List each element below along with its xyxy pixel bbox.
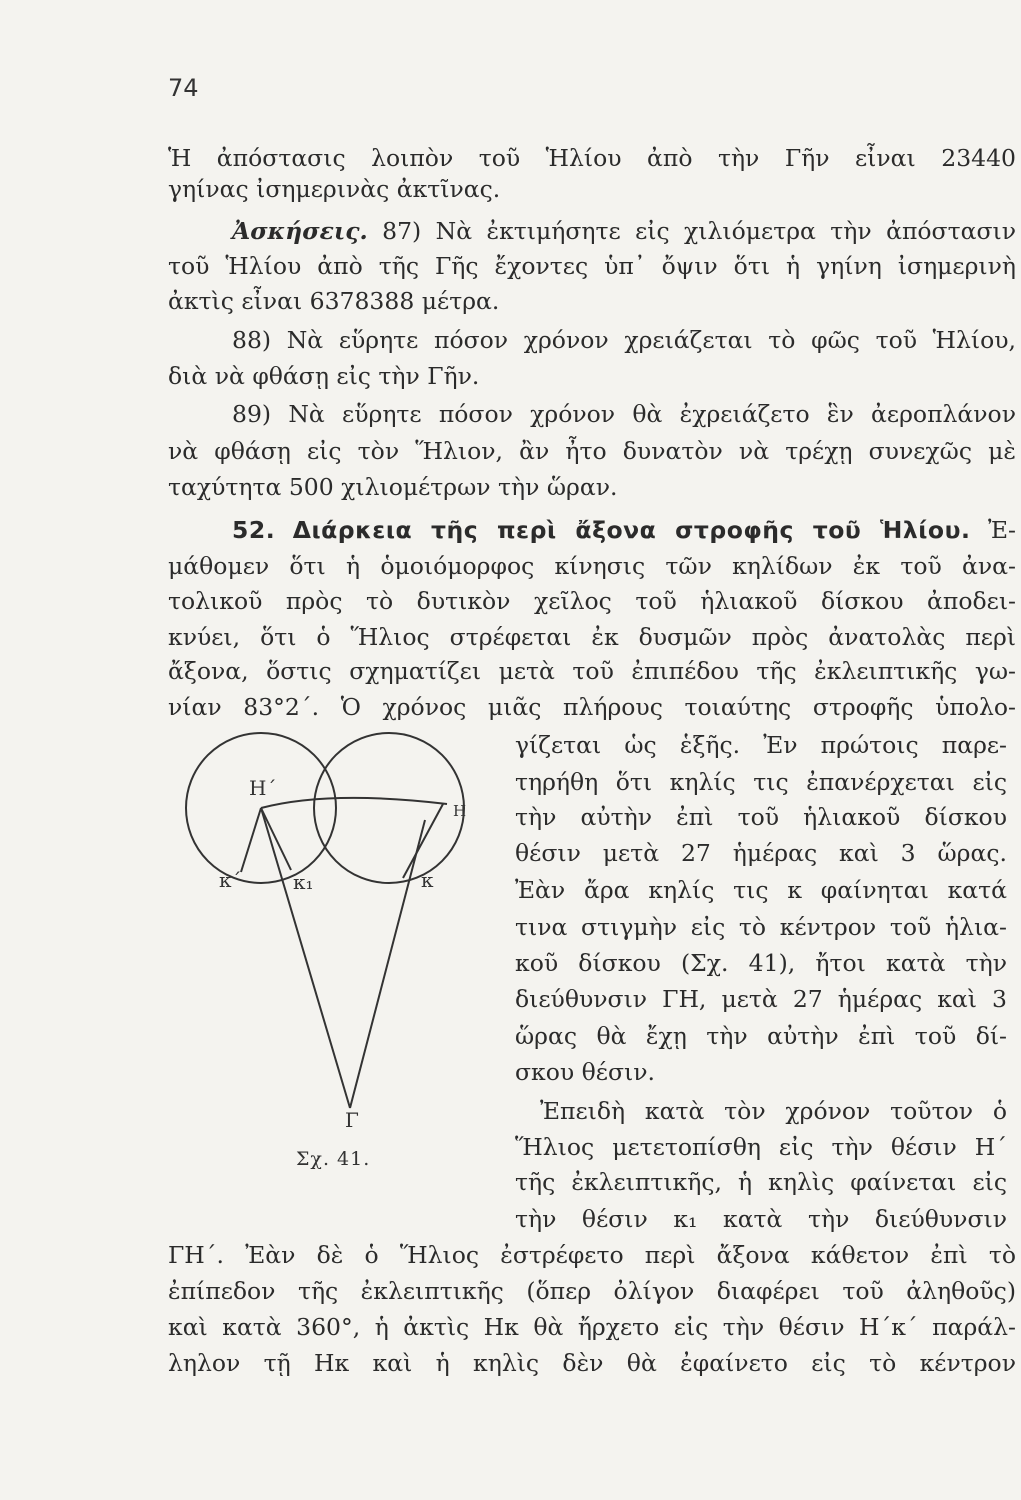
- section-title: Διάρκεια τῆς περὶ ἄξονα στροφῆς τοῦ Ἡλίου.: [292, 516, 971, 544]
- line-G-H-prime: [261, 808, 350, 1108]
- section-line: νίαν 83°2΄. Ὁ χρόνος μιᾶς πλήρους τοιαύτης στροφῆς ὑπολο-: [168, 693, 1016, 721]
- column-line: Ἐὰν ἄρα κηλίς τις κ φαίνηται κατά: [515, 876, 1007, 904]
- column-line: τὴν θέσιν κ₁ κατὰ τὴν διεύθυνσιν: [515, 1205, 1007, 1233]
- column-line: διεύθυνσιν ΓΗ, μετὰ 27 ἡμέρας καὶ 3: [515, 985, 1007, 1013]
- section-heading-line: [232, 515, 1016, 545]
- page-number: 74: [168, 74, 199, 102]
- column-line: Ἐπειδὴ κατὰ τὸν χρόνον τοῦτον ὁ: [540, 1097, 1007, 1125]
- radius-H-prime-k-prime: [241, 808, 261, 872]
- column-line: ὥρας θὰ ἔχῃ τὴν αὐτὴν ἐπὶ τοῦ δί-: [515, 1022, 1007, 1050]
- paragraph-line: γηίνας ἰσημερινὰς ἀκτῖνας.: [168, 175, 501, 203]
- column-line: τηρήθη ὅτι κηλίς τις ἐπανέρχεται εἰς: [515, 768, 1007, 796]
- column-line: σκου θέσιν.: [515, 1058, 655, 1086]
- exercise-88-line: διὰ νὰ φθάσῃ εἰς τὴν Γῆν.: [168, 362, 480, 390]
- label-G: Γ: [345, 1108, 359, 1132]
- label-H-prime: Η΄: [249, 776, 277, 800]
- exercise-89-line: 89) Νὰ εὕρητε πόσον χρόνον θὰ ἐχρειάζετο ἓν ἀεροπλάνον: [232, 400, 1016, 428]
- section-line: τολικοῦ πρὸς τὸ δυτικὸν χεῖλος τοῦ ἡλιακοῦ δίσκου ἀποδει-: [168, 587, 1016, 615]
- label-k: κ: [421, 868, 434, 892]
- column-line: τὴν αὐτὴν ἐπὶ τοῦ ἡλιακοῦ δίσκου: [515, 803, 1007, 831]
- exercise-87-line: τοῦ Ἡλίου ἀπὸ τῆς Γῆς ἔχοντες ὑπ᾿ ὄψιν ὅτι ἡ γηίνη ἰσημερινὴ: [168, 252, 1016, 280]
- ecliptic-arc: [261, 798, 447, 808]
- section-line: ἄξονα, ὅστις σχηματίζει μετὰ τοῦ ἐπιπέδου τῆς ἐκλειπτικῆς γω-: [168, 657, 1016, 685]
- exercise-87-line: [232, 216, 1016, 246]
- paragraph-line: Ἡ ἀπόστασις λοιπὸν τοῦ Ἡλίου ἀπὸ τὴν Γῆν εἶναι 23440: [168, 144, 1016, 172]
- column-line: θέσιν μετὰ 27 ἡμέρας καὶ 3 ὥρας.: [515, 839, 1007, 867]
- figure-caption: Σχ. 41.: [296, 1148, 371, 1170]
- exercise-87-text: 87) Νὰ ἐκτιμήσητε εἰς χιλιόμετρα τὴν ἀπόστασιν: [367, 217, 1016, 245]
- final-line: καὶ κατὰ 360°, ἡ ἀκτὶς Ηκ θὰ ἤρχετο εἰς τὴν θέσιν Η΄κ΄ παράλ-: [168, 1313, 1016, 1341]
- column-line: τῆς ἐκλειπτικῆς, ἡ κηλὶς φαίνεται εἰς: [515, 1168, 1007, 1196]
- final-line: ληλον τῇ Ηκ καὶ ἡ κηλὶς δὲν θὰ ἐφαίνετο εἰς τὸ κέντρον: [168, 1349, 1016, 1377]
- exercise-88-line: 88) Νὰ εὕρητε πόσον χρόνον χρειάζεται τὸ φῶς τοῦ Ἡλίου,: [232, 326, 1016, 354]
- column-line: κοῦ δίσκου (Σχ. 41), ἤτοι κατὰ τὴν: [515, 949, 1007, 977]
- label-k-prime: κ΄: [219, 868, 242, 892]
- final-line: ἐπίπεδον τῆς ἐκλειπτικῆς (ὅπερ ὀλίγον διαφέρει τοῦ ἀληθοῦς): [168, 1277, 1016, 1305]
- figure-41: [185, 720, 505, 1180]
- column-line: γίζεται ὡς ἑξῆς. Ἐν πρώτοις παρε-: [515, 731, 1007, 759]
- exercise-87-line: ἀκτὶς εἶναι 6378388 μέτρα.: [168, 287, 500, 315]
- figure-diagram: [185, 720, 505, 1140]
- final-line: ΓΗ΄. Ἐὰν δὲ ὁ Ἥλιος ἐστρέφετο περὶ ἄξονα κάθετον ἐπὶ τὸ: [168, 1241, 1016, 1269]
- section-line: κνύει, ὅτι ὁ Ἥλιος στρέφεται ἐκ δυσμῶν πρὸς ἀνατολὰς περὶ: [168, 623, 1016, 651]
- label-H: Η: [453, 802, 467, 820]
- exercises-title: Ἀσκήσεις.: [232, 217, 368, 245]
- line-G-H: [350, 820, 425, 1108]
- section-first-line-tail: Ἐ-: [970, 516, 1016, 544]
- section-line: μάθομεν ὅτι ἡ ὁμοιόμορφος κίνησις τῶν κηλίδων ἐκ τοῦ ἀνα-: [168, 552, 1016, 580]
- column-line: Ἥλιος μετετοπίσθη εἰς τὴν θέσιν Η΄: [515, 1133, 1007, 1161]
- column-line: τινα στιγμὴν εἰς τὸ κέντρον τοῦ ἡλια-: [515, 913, 1007, 941]
- section-number: 52.: [232, 516, 276, 544]
- exercise-89-line: ταχύτητα 500 χιλιομέτρων τὴν ὥραν.: [168, 473, 618, 501]
- exercise-89-line: νὰ φθάσῃ εἰς τὸν Ἥλιον, ἂν ἦτο δυνατὸν νὰ τρέχῃ συνεχῶς μὲ: [168, 437, 1016, 465]
- label-k1: κ₁: [293, 870, 314, 894]
